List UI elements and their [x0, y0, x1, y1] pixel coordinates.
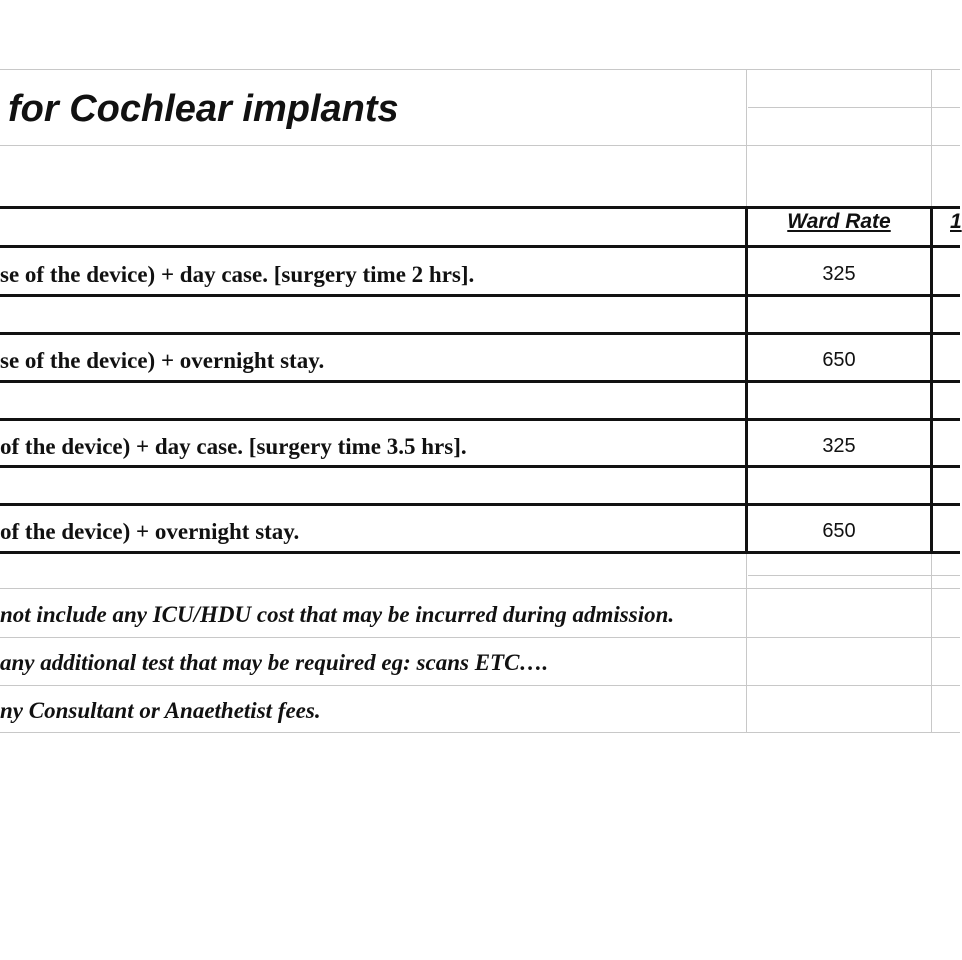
table-row-description: se of the device) + day case. [surgery time 2 hrs]. — [0, 262, 475, 287]
grid-line — [746, 69, 747, 209]
table-row-description: of the device) + overnight stay. — [0, 519, 300, 544]
table-border — [745, 206, 748, 554]
next-column-header: 1 — [950, 210, 962, 233]
table-row-description: of the device) + day case. [surgery time 3.5 hrs]. — [0, 434, 467, 459]
table-border — [0, 551, 960, 554]
table-row-ward-rate: 650 — [822, 520, 856, 542]
table-border — [0, 206, 960, 209]
table-border — [0, 503, 960, 506]
table-border — [0, 380, 960, 383]
table-row-ward-rate: 325 — [822, 435, 856, 457]
grid-line — [931, 553, 932, 733]
table-border — [0, 245, 960, 248]
table-border — [930, 206, 933, 554]
grid-line — [746, 553, 747, 733]
grid-line — [0, 732, 960, 733]
grid-line — [0, 637, 960, 638]
grid-line — [0, 69, 960, 70]
grid-line — [931, 69, 932, 209]
table-border — [0, 332, 960, 335]
note-line: ny Consultant or Anaethetist fees. — [0, 698, 321, 723]
grid-line — [748, 575, 960, 576]
ward-rate-header: Ward Rate — [787, 210, 891, 233]
table-row-description: se of the device) + overnight stay. — [0, 348, 325, 373]
grid-line — [0, 588, 960, 589]
grid-line — [748, 107, 960, 108]
grid-line — [0, 145, 960, 146]
grid-line — [0, 685, 960, 686]
note-line: not include any ICU/HDU cost that may be incurred during admission. — [0, 602, 675, 627]
note-line: any additional test that may be required eg: scans ETC…. — [0, 650, 549, 675]
page-title: for Cochlear implants — [8, 88, 399, 130]
table-row-ward-rate: 325 — [822, 263, 856, 285]
table-border — [0, 294, 960, 297]
table-border — [0, 418, 960, 421]
table-border — [0, 465, 960, 468]
table-row-ward-rate: 650 — [822, 349, 856, 371]
